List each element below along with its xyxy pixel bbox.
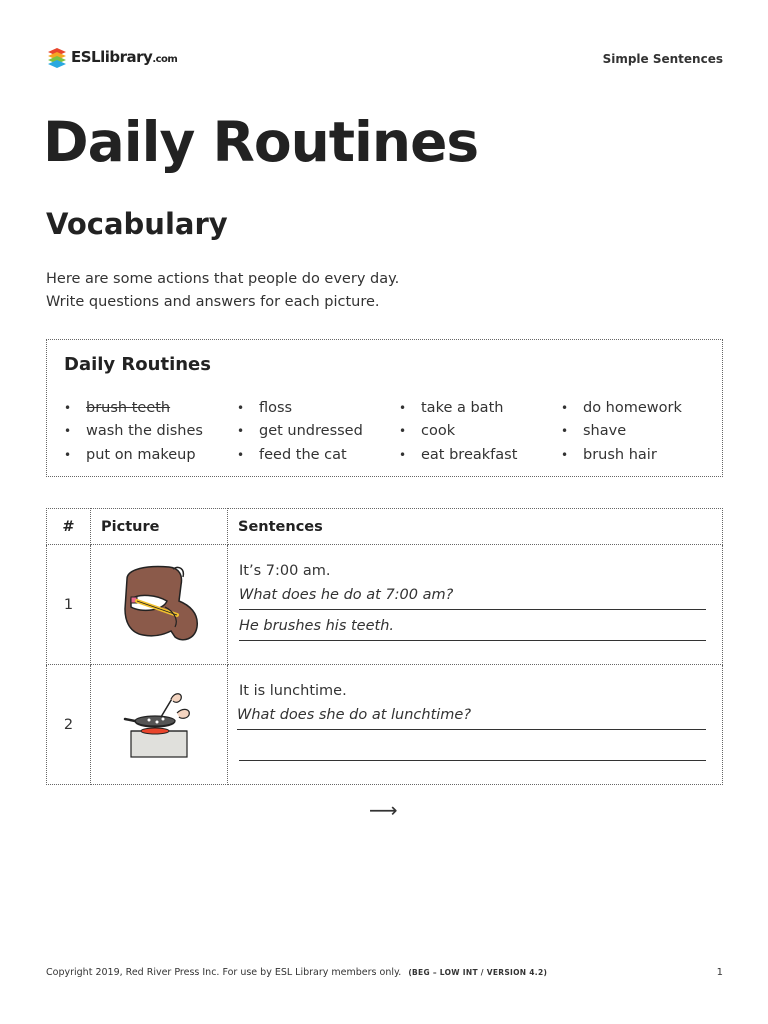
vocab-item: • feed the cat (237, 444, 363, 467)
vocab-item (64, 397, 203, 420)
vocab-item: • wash the dishes (64, 420, 203, 443)
page-footer (46, 967, 723, 978)
answer-line[interactable] (239, 736, 706, 761)
answer-line[interactable]: He brushes his teeth. (239, 616, 706, 641)
vocab-column-3 (399, 397, 517, 467)
version-label: (BEG – LOW INT / VERSION 4.2) (408, 968, 548, 977)
row-number: 2 (47, 665, 91, 785)
vocab-item: • do homework (561, 397, 682, 420)
header-picture: Picture (91, 509, 228, 545)
esl-library-logo (46, 46, 177, 68)
instruction-line-2: Write questions and answers for each picture. (46, 294, 380, 310)
vocab-item-struck: brush teeth (86, 400, 171, 416)
table-row (47, 545, 723, 665)
picture-cell (91, 545, 228, 665)
vocab-item: • put on makeup (64, 444, 203, 467)
vocab-column-1 (64, 397, 203, 467)
row-number: 1 (47, 545, 91, 665)
vocab-item: • eat breakfast (399, 444, 517, 467)
section-label: Simple Sentences (602, 52, 723, 66)
next-page-arrow-icon[interactable]: ⟶ (369, 798, 398, 822)
instruction-line-1: Here are some actions that people do every day. (46, 271, 400, 287)
sentence-prompt: It’s 7:00 am. (239, 562, 331, 579)
question-line[interactable]: What does he do at 7:00 am? (239, 585, 706, 610)
logo-stack-icon (46, 46, 68, 68)
page-number: 1 (716, 967, 723, 978)
vocab-item: • shave (561, 420, 682, 443)
vocabulary-box (46, 339, 723, 477)
brushing-teeth-icon (117, 561, 201, 645)
vocab-item: • brush hair (561, 444, 682, 467)
cooking-pan-icon (117, 681, 201, 765)
section-subtitle: Vocabulary (46, 207, 228, 241)
vocab-item: • floss (237, 397, 363, 420)
question-line[interactable]: What does she do at lunchtime? (237, 705, 706, 730)
worksheet-table (46, 508, 723, 785)
page-header (46, 44, 723, 74)
vocabulary-box-title: Daily Routines (64, 354, 211, 375)
picture-cell (91, 665, 228, 785)
vocab-column-4 (561, 397, 682, 467)
table-row (47, 665, 723, 785)
header-sentences: Sentences (228, 509, 723, 545)
vocab-item: • get undressed (237, 420, 363, 443)
sentences-cell (228, 665, 723, 785)
logo-text: ESLlibrary.com (71, 48, 178, 66)
vocab-item: • take a bath (399, 397, 517, 420)
instructions (46, 268, 399, 314)
table-header-row (47, 509, 723, 545)
header-number: # (47, 509, 91, 545)
sentence-prompt: It is lunchtime. (239, 682, 347, 699)
copyright-text: Copyright 2019, Red River Press Inc. For use by ESL Library members only. (46, 967, 402, 978)
vocab-item: • cook (399, 420, 517, 443)
page-title: Daily Routines (43, 110, 479, 174)
vocab-column-2 (237, 397, 363, 467)
sentences-cell (228, 545, 723, 665)
